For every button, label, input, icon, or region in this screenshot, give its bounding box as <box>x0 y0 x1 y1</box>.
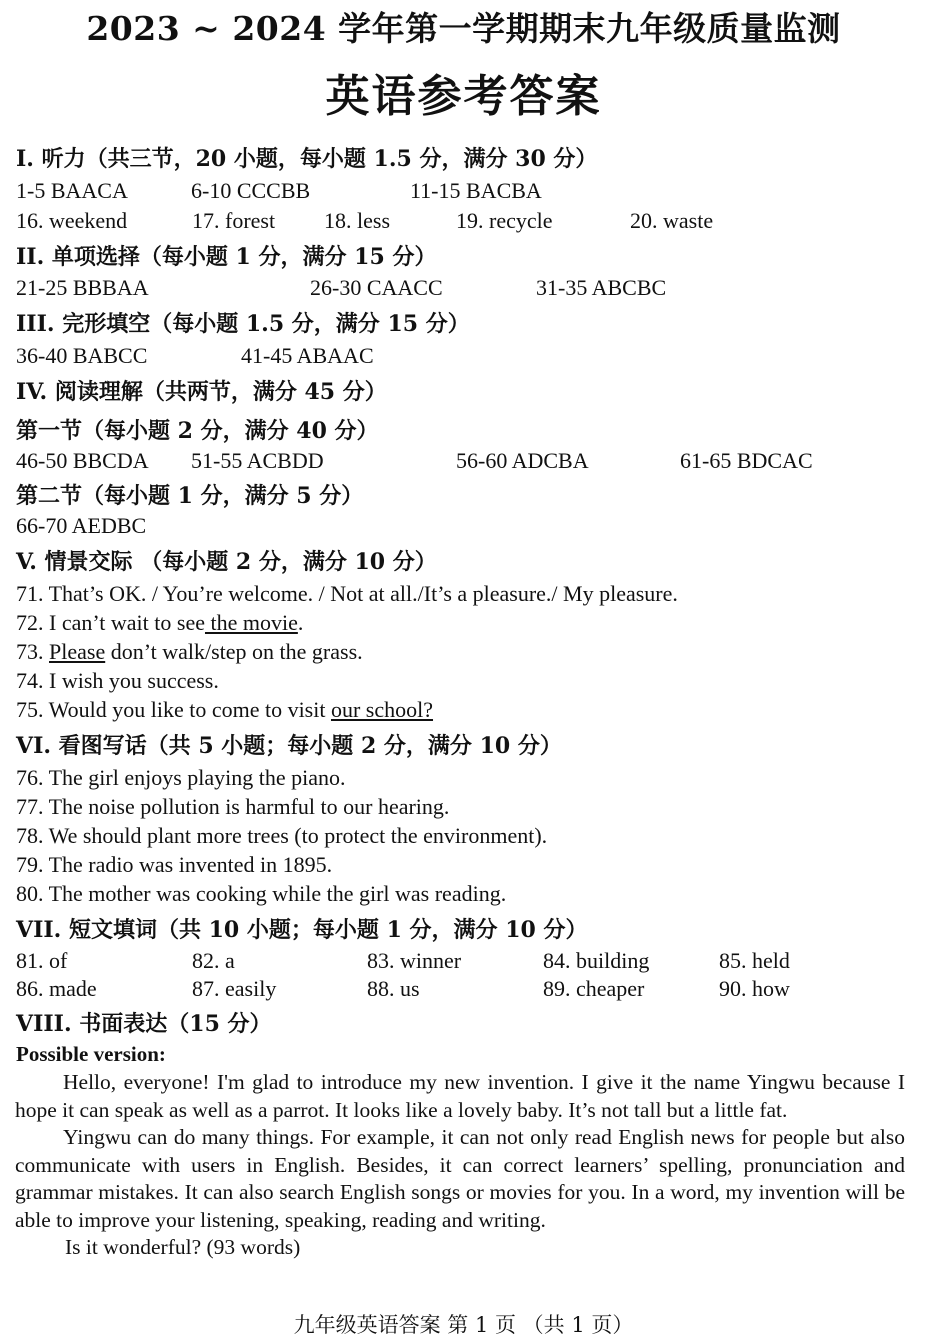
answer-83: 83. winner <box>367 948 462 973</box>
answer-90: 90. how <box>719 976 790 1001</box>
answer-72 <box>16 610 911 636</box>
answer-17: 17. forest <box>192 208 276 233</box>
section-4-heading: IV. 阅读理解（共两节，满分 45 分） <box>16 379 387 405</box>
answer-26-30: 26-30 CAACC <box>310 275 443 300</box>
answer-18: 18. less <box>324 208 390 233</box>
answer-21-25: 21-25 BBBAA <box>16 275 149 300</box>
answer-6-10: 6-10 CCCBB <box>191 178 311 203</box>
section-4-part-1-row <box>16 448 911 476</box>
answer-11-15: 11-15 BACBA <box>410 178 542 203</box>
answer-84: 84. building <box>543 948 650 973</box>
answer-72-text: 72. I can’t wait to see <box>16 610 205 635</box>
answer-73-text: don’t walk/step on the grass. <box>105 639 363 664</box>
answer-61-65: 61-65 BDCAC <box>680 448 813 473</box>
essay-paragraph-2: Yingwu can do many things. For example, it can not only read English news for people but also communicate with users in English. Besides, it can correct learners’ spelling, pronunciation and grammar mistakes. It can also search English songs or movies for you. In a word, my invention will be able to improve your listening, speaking, reading and writing. <box>15 1125 905 1232</box>
section-3-heading: III. 完形填空（每小题 1.5 分，满分 15 分） <box>16 311 470 337</box>
section-6-heading: VI. 看图写话（共 5 小题；每小题 2 分，满分 10 分） <box>16 733 562 759</box>
section-3-row <box>16 343 911 371</box>
section-7-row-2 <box>16 976 911 1004</box>
answer-82: 82. a <box>192 948 235 973</box>
answer-key-title: 英语参考答案 <box>325 71 602 122</box>
answer-72-key: the movie <box>204 610 298 635</box>
answer-78: 78. We should plant more trees (to protect the environment). <box>16 823 548 848</box>
answer-73-key: Please <box>49 639 106 664</box>
answer-16: 16. weekend <box>16 208 128 233</box>
page-footer: 九年级英语答案 第 1 页 （共 1 页） <box>293 1313 634 1337</box>
answer-79: 79. The radio was invented in 1895. <box>16 852 333 877</box>
section-4-part-2-row <box>16 513 911 541</box>
answer-76: 76. The girl enjoys playing the piano. <box>16 765 346 790</box>
possible-version-label: Possible version: <box>16 1042 166 1066</box>
answer-75-key: our school? <box>330 697 434 722</box>
section-1-row-1 <box>16 178 911 206</box>
answer-81: 81. of <box>16 948 68 973</box>
answer-71: 71. That’s OK. / You’re welcome. / Not at all./It’s a pleasure./ My pleasure. <box>16 581 678 606</box>
answer-46-50: 46-50 BBCDA <box>16 448 149 473</box>
answer-41-45: 41-45 ABAAC <box>241 343 374 368</box>
essay-paragraph-3: Is it wonderful? (93 words) <box>65 1235 301 1259</box>
section-5-heading: V. 情景交际 （每小题 2 分，满分 10 分） <box>16 549 437 575</box>
answer-72-end: . <box>297 610 304 635</box>
answer-73-num: 73. <box>16 639 49 664</box>
exam-title: 2023 ~ 2024 学年第一学期期末九年级质量监测 <box>86 9 841 48</box>
answer-74: 74. I wish you success. <box>16 668 219 693</box>
answer-66-70: 66-70 AEDBC <box>16 513 147 538</box>
section-7-row-1 <box>16 948 911 976</box>
section-8-heading: VIII. 书面表达（15 分） <box>16 1011 272 1037</box>
answer-75-text: 75. Would you like to come to visit <box>16 697 331 722</box>
section-1-heading: I. 听力（共三节，20 小题，每小题 1.5 分，满分 30 分） <box>16 146 598 172</box>
sample-essay <box>15 1069 905 1262</box>
answer-20: 20. waste <box>630 208 714 233</box>
section-4-part-2-heading: 第二节（每小题 1 分，满分 5 分） <box>16 483 364 509</box>
answer-36-40: 36-40 BABCC <box>16 343 148 368</box>
answer-73 <box>16 639 911 665</box>
answer-87: 87. easily <box>192 976 277 1001</box>
answer-77: 77. The noise pollution is harmful to our hearing. <box>16 794 450 819</box>
answer-31-35: 31-35 ABCBC <box>536 275 667 300</box>
answer-89: 89. cheaper <box>543 976 645 1001</box>
answer-51-55: 51-55 ACBDD <box>191 448 324 473</box>
section-7-heading: VII. 短文填词（共 10 小题；每小题 1 分，满分 10 分） <box>16 917 588 943</box>
answer-88: 88. us <box>367 976 420 1001</box>
section-2-row <box>16 275 911 303</box>
answer-75 <box>16 697 911 723</box>
answer-56-60: 56-60 ADCBA <box>456 448 589 473</box>
answer-85: 85. held <box>719 948 790 973</box>
answer-86: 86. made <box>16 976 97 1001</box>
section-4-part-1-heading: 第一节（每小题 2 分，满分 40 分） <box>16 418 379 444</box>
answer-19: 19. recycle <box>456 208 553 233</box>
section-2-heading: II. 单项选择（每小题 1 分，满分 15 分） <box>16 244 437 270</box>
section-1-row-2 <box>16 208 911 236</box>
essay-paragraph-1: Hello, everyone! I'm glad to introduce my new invention. I give it the name Yingwu because I hope it can speak as well as a parrot. It looks like a lovely baby. It’s not tall but a little fat. <box>15 1070 905 1122</box>
answer-80: 80. The mother was cooking while the girl was reading. <box>16 881 507 906</box>
answer-1-5: 1-5 BAACA <box>16 178 128 203</box>
